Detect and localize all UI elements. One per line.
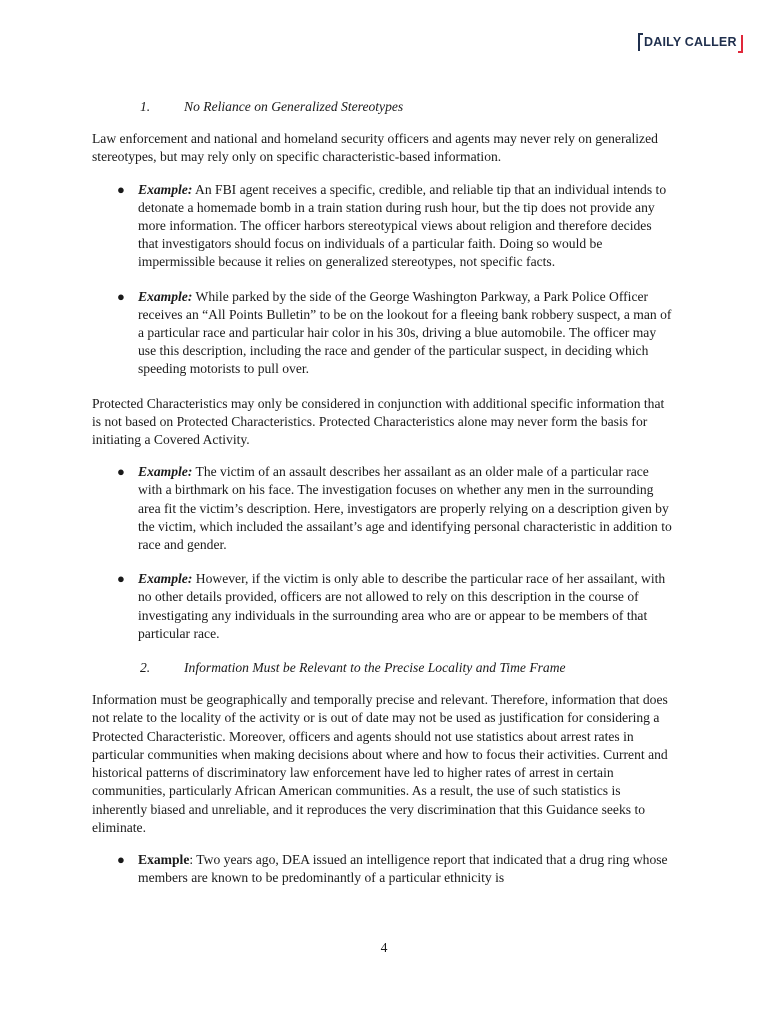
example-label: Example: <box>138 571 193 587</box>
page-number: 4 <box>380 940 388 955</box>
paragraph: Information must be geographically and temporally precise and relevant. Therefore, information that does not relate to the locality of the activity or is out of date may not be used as justification for considering a Protected Characteristic. Moreover, officers and agents should not use statistics about arrest rates in particular communities when making decisions about where and how to focus their activities. Current and historical patterns of discriminatory law enforcement have led to higher rates of arrest in certain communities, particularly African American communities. As a result, the use of such statistics is inherently biased and unreliable, and it reproduces the very discrimination that this Guidance seeks to eliminate. <box>92 692 668 835</box>
section-heading-2 <box>140 659 672 677</box>
example-item <box>92 570 672 643</box>
document-body <box>92 98 672 903</box>
bullet-icon: ● <box>117 464 125 480</box>
example-text: The victim of an assault describes her assailant as an older male of a particular race with a birthmark on his face. The investigation focuses on whether any men in the surrounding area fit the victim’s description. Here, investigators are properly relying on a description given by the victim, which included the assailant’s age and identifying personal characteristic in addition to race and gender. <box>138 464 672 553</box>
example-item <box>92 288 672 379</box>
section-number: 2. <box>140 660 151 676</box>
logo-bracket-right <box>738 35 743 53</box>
bullet-icon: ● <box>117 851 125 867</box>
bullet-icon: ● <box>117 571 125 587</box>
section-title: No Reliance on Generalized Stereotypes <box>184 99 404 114</box>
example-label: Example <box>138 851 190 867</box>
section-title: Information Must be Relevant to the Precise Locality and Time Frame <box>184 660 566 676</box>
example-item <box>92 851 672 887</box>
daily-caller-logo <box>638 33 743 51</box>
example-text: An FBI agent receives a specific, credible, and reliable tip that an individual intends to detonate a homemade bomb in a train station during rush hour, but the tip does not provide any more information. The officer harbors stereotypical views about religion and therefore decides that investigators should focus on individuals of a particular faith. Doing so would be impermissible because it relies on generalized stereotypes, not specific facts. <box>138 181 667 270</box>
example-list <box>92 463 672 643</box>
logo-bracket-left <box>638 33 643 51</box>
example-label: Example: <box>138 464 193 480</box>
example-text: While parked by the side of the George Washington Parkway, a Park Police Officer receives an “All Points Bulletin” to be on the lookout for a fleeing bank robbery suspect, a man of a particular race and particular hair color in his 30s, driving a blue automobile. The officer may use this description, including the race and gender of the particular suspect, in deciding which speeding motorists to pull over. <box>138 288 672 377</box>
paragraph: Protected Characteristics may only be considered in conjunction with additional specific information that is not based on Protected Characteristics. Protected Characteristics alone may never form the basis for initiating a Covered Activity. <box>92 395 665 448</box>
bullet-icon: ● <box>117 288 125 304</box>
section-number: 1. <box>140 99 151 114</box>
example-item <box>92 181 672 272</box>
example-text: : Two years ago, DEA issued an intelligence report that indicated that a drug ring whose members are known to be predominantly of a particular ethnicity is <box>138 851 668 886</box>
section-heading-1 <box>140 98 672 116</box>
example-text: However, if the victim is only able to describe the particular race of her assailant, with no other details provided, officers are not allowed to rely on this description in the course of investigating any individuals in the surrounding area who are or appear to be members of that particular race. <box>138 571 666 641</box>
example-list <box>92 851 672 887</box>
example-label: Example: <box>138 181 193 197</box>
paragraph: Law enforcement and national and homeland security officers and agents may never rely on generalized stereotypes, but may rely only on specific characteristic-based information. <box>92 131 658 165</box>
example-label: Example: <box>138 288 193 304</box>
bullet-icon: ● <box>117 181 125 197</box>
logo-text: DAILY CALLER <box>644 35 737 49</box>
example-list <box>92 181 672 379</box>
example-item <box>92 463 672 554</box>
